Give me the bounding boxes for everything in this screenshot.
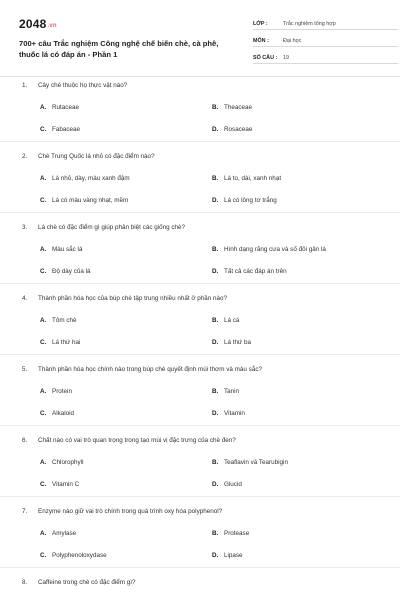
question-item: [0, 224, 400, 296]
option-c[interactable]: [40, 552, 107, 559]
option-letter: A.: [40, 459, 47, 466]
option-text: Màu sắc lá: [52, 246, 83, 253]
question-item: [0, 82, 400, 154]
question-label: Chè Trung Quốc lá nhỏ có đặc điểm nào?: [38, 153, 155, 160]
option-text: Lá nhỏ, dày, màu xanh đậm: [52, 175, 130, 182]
question-label: Lá chè có đặc điểm gì giúp phân biệt các giống chè?: [38, 224, 186, 231]
option-letter: B.: [212, 175, 219, 182]
option-letter: B.: [212, 530, 219, 537]
option-text: Fabaceae: [52, 126, 81, 133]
option-text: Lá to, dài, xanh nhạt: [224, 175, 282, 182]
option-b[interactable]: [212, 317, 239, 324]
option-d[interactable]: [212, 126, 252, 133]
option-a[interactable]: [40, 317, 77, 324]
question-number: 3.: [22, 224, 28, 231]
option-c[interactable]: [40, 481, 79, 488]
option-text: Protease: [224, 530, 250, 537]
option-d[interactable]: [212, 268, 287, 275]
option-text: Tất cả các đáp án trên: [224, 268, 287, 275]
question-number: 1.: [22, 82, 28, 89]
option-letter: B.: [212, 317, 219, 324]
question-label: Thành phần hóa học chính nào trong búp chè quyết định mùi thơm và màu sắc?: [38, 366, 262, 373]
option-b[interactable]: [212, 246, 326, 253]
option-text: Vitamin: [224, 410, 245, 417]
option-text: Vitamin C: [52, 481, 80, 488]
option-text: Tanin: [224, 388, 240, 395]
option-d[interactable]: [212, 552, 243, 559]
option-letter: B.: [212, 459, 219, 466]
option-text: Lá thứ hai: [52, 339, 81, 346]
question-number: 2.: [22, 153, 28, 160]
logo-text: 2048: [19, 17, 47, 31]
option-d[interactable]: [212, 410, 245, 417]
option-letter: C.: [40, 552, 47, 559]
meta-label: LỚP :: [253, 21, 268, 27]
option-c[interactable]: [40, 410, 74, 417]
logo-suffix: .vn: [47, 23, 57, 29]
option-letter: A.: [40, 246, 47, 253]
question-text: [22, 579, 136, 586]
question-item: [0, 295, 400, 367]
option-d[interactable]: [212, 339, 251, 346]
option-letter: A.: [40, 530, 47, 537]
option-letter: B.: [212, 104, 219, 111]
option-text: Amylase: [52, 530, 77, 537]
option-a[interactable]: [40, 175, 130, 182]
meta-row-subject: [253, 33, 398, 47]
option-text: Rutaceae: [52, 104, 79, 111]
question-item: [0, 153, 400, 225]
question-number: 5.: [22, 366, 28, 373]
question-text: [22, 82, 127, 89]
question-text: [22, 224, 185, 231]
option-text: Lá cá: [224, 317, 240, 324]
option-a[interactable]: [40, 246, 82, 253]
option-text: Hình dạng răng cưa và số đôi gân lá: [224, 246, 326, 253]
option-letter: D.: [212, 197, 219, 204]
option-b[interactable]: [212, 459, 288, 466]
option-letter: C.: [40, 268, 47, 275]
question-separator: [0, 496, 400, 497]
meta-label: MÔN :: [253, 38, 269, 44]
option-c[interactable]: [40, 197, 128, 204]
option-b[interactable]: [212, 388, 239, 395]
option-letter: C.: [40, 339, 47, 346]
option-text: Lá có lông tơ trắng: [224, 197, 277, 204]
question-number: 8.: [22, 579, 28, 586]
option-letter: B.: [212, 388, 219, 395]
question-label: Enzyme nào giữ vai trò chính trong quá trình oxy hóa polyphenol?: [38, 508, 223, 515]
meta-value: Trắc nghiệm tổng hợp: [283, 21, 336, 27]
option-letter: A.: [40, 104, 47, 111]
meta-panel: [253, 16, 398, 67]
option-letter: C.: [40, 481, 47, 488]
option-letter: D.: [212, 410, 219, 417]
option-a[interactable]: [40, 459, 84, 466]
option-text: Teaflavin và Tearubigin: [224, 459, 288, 466]
question-text: [22, 153, 155, 160]
option-text: Theaceae: [224, 104, 253, 111]
option-c[interactable]: [40, 126, 80, 133]
option-a[interactable]: [40, 104, 79, 111]
question-separator: [0, 283, 400, 284]
option-a[interactable]: [40, 530, 76, 537]
option-letter: D.: [212, 552, 219, 559]
option-text: Alkaloid: [52, 410, 75, 417]
option-text: Polyphenoloxydase: [52, 552, 107, 559]
option-letter: B.: [212, 246, 219, 253]
option-letter: D.: [212, 126, 219, 133]
question-number: 7.: [22, 508, 28, 515]
option-d[interactable]: [212, 197, 277, 204]
meta-row-count: [253, 50, 398, 64]
question-item: [0, 366, 400, 438]
option-text: Protein: [52, 388, 72, 395]
option-letter: A.: [40, 175, 47, 182]
document-title: 700+ câu Trắc nghiệm Công nghệ chế biến chè, cà phê, thuốc lá có đáp án - Phần 1: [19, 39, 219, 59]
option-b[interactable]: [212, 104, 252, 111]
option-text: Độ dày của lá: [52, 268, 91, 275]
option-b[interactable]: [212, 530, 249, 537]
question-label: Thành phần hóa học của búp chè tập trung nhiều nhất ở phần nào?: [38, 295, 227, 302]
question-label: Chất nào có vai trò quan trọng trong tạo mùi vị đặc trưng của chè đen?: [38, 437, 236, 444]
question-number: 6.: [22, 437, 28, 444]
question-text: [22, 437, 236, 444]
question-item: [0, 508, 400, 580]
option-letter: A.: [40, 317, 47, 324]
question-item: [0, 579, 400, 597]
option-text: Lipase: [224, 552, 243, 559]
option-letter: C.: [40, 197, 47, 204]
meta-value: 19: [283, 55, 289, 61]
option-c[interactable]: [40, 268, 91, 275]
question-label: Caffeine trong chè có đặc điểm gì?: [38, 579, 136, 586]
option-text: Lá thứ ba: [224, 339, 251, 346]
option-text: Tôm chè: [52, 317, 77, 324]
option-letter: C.: [40, 410, 47, 417]
option-letter: A.: [40, 388, 47, 395]
site-logo[interactable]: [19, 17, 57, 31]
question-separator: [0, 567, 400, 568]
option-a[interactable]: [40, 388, 72, 395]
meta-value: Đại học: [283, 38, 302, 44]
option-c[interactable]: [40, 339, 80, 346]
question-separator: [0, 141, 400, 142]
option-text: Rosaceae: [224, 126, 253, 133]
option-letter: D.: [212, 339, 219, 346]
option-text: Glucid: [224, 481, 242, 488]
question-separator: [0, 212, 400, 213]
option-b[interactable]: [212, 175, 281, 182]
option-letter: D.: [212, 268, 219, 275]
question-text: [22, 295, 227, 302]
option-letter: C.: [40, 126, 47, 133]
header-divider: [0, 76, 400, 77]
question-label: Cây chè thuộc họ thực vật nào?: [38, 82, 128, 89]
question-number: 4.: [22, 295, 28, 302]
question-separator: [0, 354, 400, 355]
option-text: Lá có màu vàng nhạt, mềm: [52, 197, 129, 204]
option-d[interactable]: [212, 481, 242, 488]
option-letter: D.: [212, 481, 219, 488]
option-text: Chlorophyll: [52, 459, 84, 466]
question-separator: [0, 425, 400, 426]
question-text: [22, 508, 222, 515]
question-text: [22, 366, 262, 373]
document-header: [18, 16, 382, 70]
meta-row-class: [253, 16, 398, 30]
question-item: [0, 437, 400, 509]
meta-label: SỐ CÂU :: [253, 55, 278, 61]
